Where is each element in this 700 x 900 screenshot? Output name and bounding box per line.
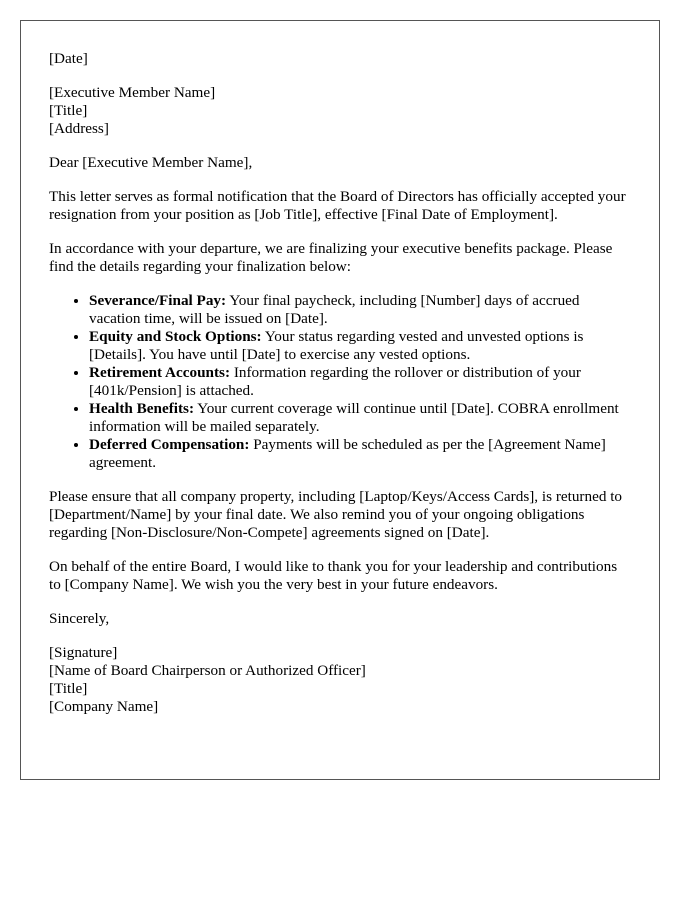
benefit-text: Payments will be scheduled as per the [Agreement Name] agreement. bbox=[89, 436, 606, 471]
benefit-label: Equity and Stock Options: bbox=[89, 328, 262, 345]
benefit-label: Health Benefits: bbox=[89, 400, 195, 417]
letter-document bbox=[20, 20, 660, 780]
benefit-text: Information regarding the rollover or distribution of your [401k/Pension] is attached. bbox=[89, 364, 581, 399]
signature-line: [Signature] bbox=[49, 644, 118, 661]
benefit-text: Your current coverage will continue until [Date]. COBRA enrollment information will be mailed separately. bbox=[89, 400, 619, 435]
list-item bbox=[89, 400, 631, 436]
benefit-text: Your final paycheck, including [Number] days of accrued vacation time, will be issued on [Date]. bbox=[89, 292, 580, 327]
list-item bbox=[89, 328, 631, 364]
recipient-title: [Title] bbox=[49, 102, 88, 119]
recipient-name: [Executive Member Name] bbox=[49, 84, 216, 101]
list-item bbox=[89, 292, 631, 328]
recipient-block bbox=[49, 84, 631, 138]
benefit-label: Retirement Accounts: bbox=[89, 364, 231, 381]
letter-date: [Date] bbox=[49, 50, 88, 67]
signer-title: [Title] bbox=[49, 680, 88, 697]
paragraph-notification: This letter serves as formal notification that the Board of Directors has officially accepted your resignation from your position as [Job Title], effective [Final Date of Employment]. bbox=[49, 188, 626, 223]
paragraph-company-property: Please ensure that all company property, including [Laptop/Keys/Access Cards], is returned to [Department/Name] by your final date. We also remind you of your ongoing obligations regarding [Non-Disclosure/Non-Compete] agreements signed on [Date]. bbox=[49, 488, 623, 541]
paragraph-benefits-intro: In accordance with your departure, we are finalizing your executive benefits package. Please find the details regarding your finalization below: bbox=[49, 240, 613, 275]
recipient-address: [Address] bbox=[49, 120, 109, 137]
list-item bbox=[89, 364, 631, 400]
salutation: Dear [Executive Member Name], bbox=[49, 154, 253, 171]
signer-company: [Company Name] bbox=[49, 698, 159, 715]
signature-block bbox=[49, 644, 631, 716]
paragraph-thanks: On behalf of the entire Board, I would like to thank you for your leadership and contributions to [Company Name]. We wish you the very best in your future endeavors. bbox=[49, 558, 618, 593]
benefit-label: Deferred Compensation: bbox=[89, 436, 250, 453]
signer-name: [Name of Board Chairperson or Authorized Officer] bbox=[49, 662, 366, 679]
benefit-text: Your status regarding vested and unvested options is [Details]. You have until [Date] to exercise any vested options. bbox=[89, 328, 584, 363]
benefit-label: Severance/Final Pay: bbox=[89, 292, 227, 309]
list-item bbox=[89, 436, 631, 472]
closing: Sincerely, bbox=[49, 610, 110, 627]
benefits-list bbox=[49, 292, 631, 472]
